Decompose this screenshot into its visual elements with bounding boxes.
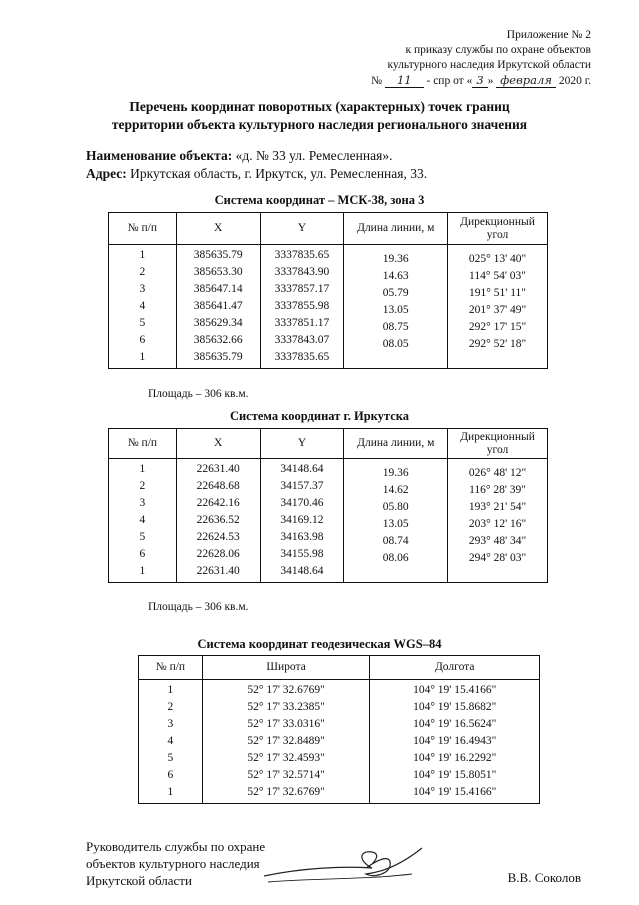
- point-number: 5: [139, 317, 146, 329]
- longitude-value: 104° 19' 15.4166": [413, 786, 497, 798]
- y-value: 3337855.98: [274, 300, 330, 312]
- order-no-prefix: №: [371, 75, 383, 87]
- order-number: 11: [385, 73, 424, 88]
- point-number: 6: [139, 548, 146, 560]
- point-number: 1: [139, 351, 146, 363]
- point-number: 1: [167, 786, 174, 798]
- point-number: 1: [139, 463, 146, 475]
- length-value: 05.79: [382, 287, 409, 299]
- point-number: 4: [139, 514, 146, 526]
- col-header-angle: Дирекционный угол: [448, 213, 548, 245]
- y-value: 34148.64: [280, 463, 324, 475]
- length-value: 14.63: [382, 270, 409, 282]
- col-header-angle: Дирекционный угол: [448, 429, 548, 459]
- y-value: 3337835.65: [274, 351, 330, 363]
- x-value: 22624.53: [196, 531, 240, 543]
- point-number: 1: [139, 249, 146, 261]
- point-number: 1: [139, 565, 146, 577]
- y-value: 34169.12: [280, 514, 324, 526]
- y-value: 34157.37: [280, 480, 324, 492]
- angle-value: 203° 12' 16": [468, 518, 527, 530]
- y-value: 3337843.07: [274, 334, 330, 346]
- latitude-value: 52° 17' 32.6769": [247, 786, 325, 798]
- longitude-column: [370, 680, 540, 804]
- object-name-label: Наименование объекта:: [86, 148, 233, 163]
- y-column: [260, 459, 344, 583]
- coords-table-msk38: [108, 212, 548, 369]
- latitude-value: 52° 17' 32.4593": [247, 752, 325, 764]
- point-number: 6: [167, 769, 174, 781]
- point-number: 3: [139, 283, 146, 295]
- x-value: 22631.40: [196, 463, 240, 475]
- x-column: [176, 245, 260, 369]
- point-number: 2: [139, 266, 146, 278]
- length-value: 08.74: [382, 535, 409, 547]
- angle-value: 025° 13' 40": [468, 253, 527, 265]
- point-number: 2: [139, 480, 146, 492]
- appendix-line2: к приказу службы по охране объектов: [405, 44, 591, 56]
- longitude-value: 104° 19' 16.4943": [413, 735, 497, 747]
- point-number: 4: [139, 300, 146, 312]
- table2-area: Площадь – 306 кв.м.: [148, 601, 249, 613]
- longitude-value: 104° 19' 15.8682": [413, 701, 497, 713]
- table1-title: Система координат – МСК-38, зона 3: [214, 193, 425, 207]
- latitude-value: 52° 17' 32.8489": [247, 735, 325, 747]
- length-column: [344, 245, 448, 369]
- order-spr-from: - спр от «: [426, 75, 473, 87]
- order-month: февраля: [496, 73, 556, 88]
- point-number: 6: [139, 334, 146, 346]
- signature-block: [86, 838, 265, 889]
- col-header-x: X: [176, 429, 260, 459]
- number-column: [109, 245, 177, 369]
- length-column: [344, 459, 448, 583]
- signer-position-line3: Иркутской области: [86, 873, 192, 888]
- x-value: 385629.34: [193, 317, 243, 329]
- x-value: 22648.68: [196, 480, 240, 492]
- length-value: 13.05: [382, 518, 409, 530]
- point-number: 3: [167, 718, 174, 730]
- longitude-value: 104° 19' 16.5624": [413, 718, 497, 730]
- appendix-header: [361, 28, 591, 89]
- point-number: 4: [167, 735, 174, 747]
- longitude-value: 104° 19' 16.2292": [413, 752, 497, 764]
- x-value: 22631.40: [196, 565, 240, 577]
- angle-value: 292° 52' 18": [468, 338, 527, 350]
- col-header-number: № п/п: [109, 213, 177, 245]
- y-column: [260, 245, 344, 369]
- y-value: 34163.98: [280, 531, 324, 543]
- order-day-close: »: [487, 75, 494, 87]
- y-value: 3337851.17: [274, 317, 330, 329]
- x-value: 385647.14: [193, 283, 243, 295]
- signer-position-line2: объектов культурного наследия: [86, 856, 260, 871]
- handwritten-signature: [262, 838, 432, 893]
- object-name-value: «д. № 33 ул. Ремесленная».: [235, 148, 393, 163]
- document-title: [40, 98, 599, 134]
- x-value: 22642.16: [196, 497, 240, 509]
- x-value: 385653.30: [193, 266, 243, 278]
- y-value: 34155.98: [280, 548, 324, 560]
- angle-value: 114° 54' 03": [469, 270, 526, 282]
- length-value: 08.06: [382, 552, 409, 564]
- length-value: 14.62: [382, 484, 409, 496]
- angle-value: 191° 51' 11": [469, 287, 526, 299]
- length-value: 08.75: [382, 321, 409, 333]
- number-column: [139, 680, 203, 804]
- x-column: [176, 459, 260, 583]
- col-header-number: № п/п: [109, 429, 177, 459]
- length-value: 13.05: [382, 304, 409, 316]
- longitude-value: 104° 19' 15.4166": [413, 684, 497, 696]
- y-value: 34170.46: [280, 497, 324, 509]
- signer-position-line1: Руководитель службы по охране: [86, 839, 266, 854]
- order-day: 3: [472, 73, 487, 88]
- point-number: 5: [167, 752, 174, 764]
- angle-value: 116° 28' 39": [469, 484, 527, 496]
- y-value: 3337857.17: [274, 283, 330, 295]
- x-value: 385635.79: [193, 351, 243, 363]
- y-value: 3337835.65: [274, 249, 330, 261]
- angle-column: [448, 459, 548, 583]
- number-column: [109, 459, 177, 583]
- point-number: 5: [139, 531, 146, 543]
- latitude-column: [202, 680, 370, 804]
- table1-area: Площадь – 306 кв.м.: [148, 388, 249, 400]
- col-header-number: № п/п: [139, 656, 203, 680]
- latitude-value: 52° 17' 32.6769": [247, 684, 325, 696]
- angle-value: 026° 48' 12": [468, 467, 527, 479]
- appendix-line1: Приложение № 2: [506, 29, 591, 41]
- table2-title: Система координат г. Иркутска: [229, 409, 410, 423]
- x-value: 22636.52: [196, 514, 240, 526]
- y-value: 34148.64: [280, 565, 324, 577]
- length-value: 19.36: [382, 467, 409, 479]
- col-header-length: Длина линии, м: [344, 213, 448, 245]
- angle-column: [448, 245, 548, 369]
- coords-table-wgs84: [138, 655, 540, 804]
- col-header-longitude: Долгота: [370, 656, 540, 680]
- latitude-value: 52° 17' 32.5714": [247, 769, 325, 781]
- appendix-line3: культурного наследия Иркутской области: [387, 59, 591, 71]
- object-address-label: Адрес:: [86, 166, 127, 181]
- x-value: 22628.06: [196, 548, 240, 560]
- point-number: 2: [167, 701, 174, 713]
- title-line1: Перечень координат поворотных (характерных) точек границ: [129, 99, 510, 114]
- length-value: 19.36: [382, 253, 409, 265]
- angle-value: 292° 17' 15": [468, 321, 527, 333]
- object-info: [86, 147, 427, 183]
- angle-value: 193° 21' 54": [468, 501, 527, 513]
- y-value: 3337843.90: [274, 266, 330, 278]
- angle-value: 294° 28' 03": [468, 552, 527, 564]
- table3-title: Система координат геодезическая WGS–84: [197, 637, 442, 651]
- x-value: 385632.66: [193, 334, 243, 346]
- longitude-value: 104° 19' 15.8051": [413, 769, 497, 781]
- latitude-value: 52° 17' 33.2385": [247, 701, 325, 713]
- angle-value: 201° 37' 49": [468, 304, 527, 316]
- point-number: 3: [139, 497, 146, 509]
- col-header-length: Длина линии, м: [344, 429, 448, 459]
- point-number: 1: [167, 684, 174, 696]
- col-header-y: Y: [260, 429, 344, 459]
- x-value: 385635.79: [193, 249, 243, 261]
- x-value: 385641.47: [193, 300, 243, 312]
- col-header-latitude: Широта: [202, 656, 370, 680]
- order-year: 2020 г.: [558, 75, 591, 87]
- coords-table-irkutsk: [108, 428, 548, 583]
- col-header-y: Y: [260, 213, 344, 245]
- order-line: [361, 73, 591, 89]
- length-value: 08.05: [382, 338, 409, 350]
- length-value: 05.80: [382, 501, 409, 513]
- signer-name: В.В. Соколов: [507, 870, 581, 885]
- latitude-value: 52° 17' 33.0316": [247, 718, 325, 730]
- object-address-value: Иркутская область, г. Иркутск, ул. Ремесленная, 33.: [130, 166, 428, 181]
- title-line2: территории объекта культурного наследия регионального значения: [111, 117, 528, 132]
- angle-value: 293° 48' 34": [468, 535, 527, 547]
- col-header-x: X: [176, 213, 260, 245]
